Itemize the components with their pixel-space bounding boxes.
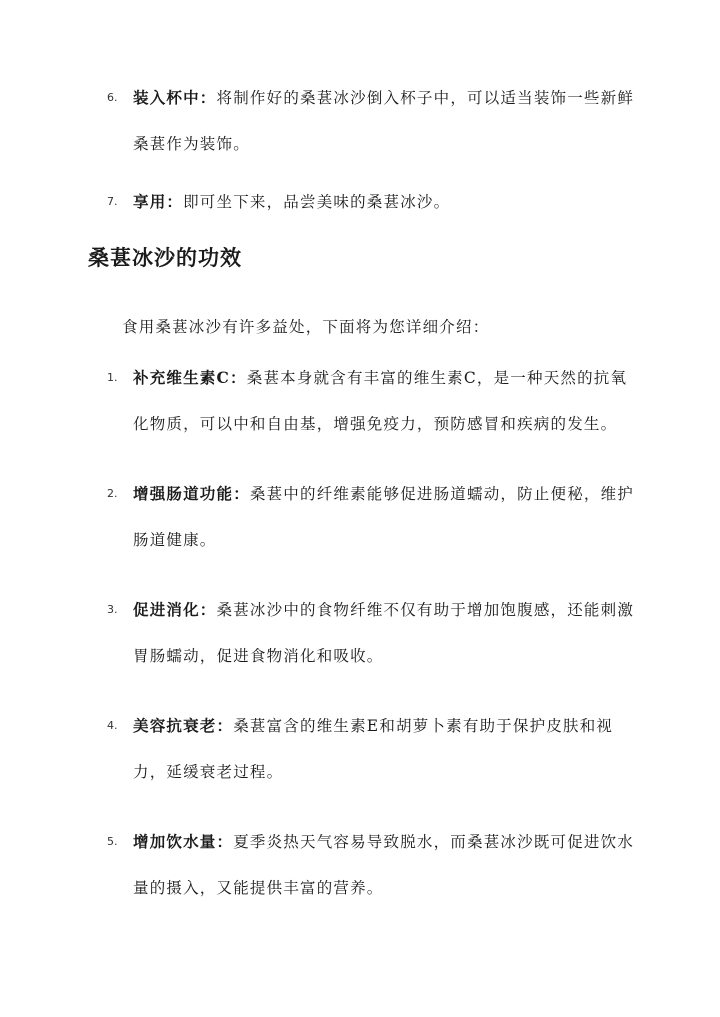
list-item-text (133, 819, 640, 911)
section-intro: 食用桑葚冰沙有许多益处，下面将为您详细介绍： (122, 318, 490, 336)
list-item (0, 819, 720, 911)
list-item-text (133, 587, 640, 679)
list-number: 3. (107, 603, 118, 616)
list-item-text (133, 75, 640, 167)
list-item (0, 703, 720, 795)
list-number: 5. (107, 835, 118, 848)
list-item-text (133, 355, 640, 447)
list-item-text (133, 471, 640, 563)
item-description: 桑葚本身就含有丰富的维生素C，是一种天然的抗氧化物质，可以中和自由基，增强免疫力，预防感冒和疾病的发生。 (133, 369, 628, 433)
item-description: 桑葚富含的维生素E和胡萝卜素有助于保护皮肤和视力，延缓衰老过程。 (133, 717, 614, 781)
item-term: 补充维生素C： (133, 368, 247, 387)
item-term: 促进消化： (133, 600, 217, 619)
item-description: 将制作好的桑葚冰沙倒入杯子中，可以适当装饰一些新鲜桑葚作为装饰。 (133, 89, 635, 153)
list-number: 1. (107, 371, 118, 384)
item-description: 夏季炎热天气容易导致脱水，而桑葚冰沙既可促进饮水量的摄入，又能提供丰富的营养。 (133, 833, 635, 897)
item-term: 增强肠道功能： (133, 484, 250, 503)
item-description: 即可坐下来，品尝美味的桑葚冰沙。 (183, 193, 451, 211)
list-number: 4. (107, 719, 118, 732)
list-item (0, 355, 720, 447)
item-term: 装入杯中： (133, 88, 217, 107)
benefits-list (0, 355, 720, 911)
list-item-text (133, 179, 640, 225)
list-item (0, 587, 720, 679)
list-number: 7. (107, 195, 118, 208)
list-item-text (133, 703, 640, 795)
list-item (0, 75, 720, 167)
list-item (0, 179, 720, 225)
item-term: 增加饮水量： (133, 832, 234, 851)
item-term: 美容抗衰老： (133, 716, 234, 735)
item-description: 桑葚冰沙中的食物纤维不仅有助于增加饱腹感，还能刺激胃肠蠕动，促进食物消化和吸收。 (133, 601, 635, 665)
list-number: 2. (107, 487, 118, 500)
list-number: 6. (107, 91, 118, 104)
steps-list (0, 75, 720, 225)
item-term: 享用： (133, 192, 184, 211)
item-description: 桑葚中的纤维素能够促进肠道蠕动，防止便秘，维护肠道健康。 (133, 485, 635, 549)
list-item (0, 471, 720, 563)
section-heading: 桑葚冰沙的功效 (88, 245, 242, 270)
